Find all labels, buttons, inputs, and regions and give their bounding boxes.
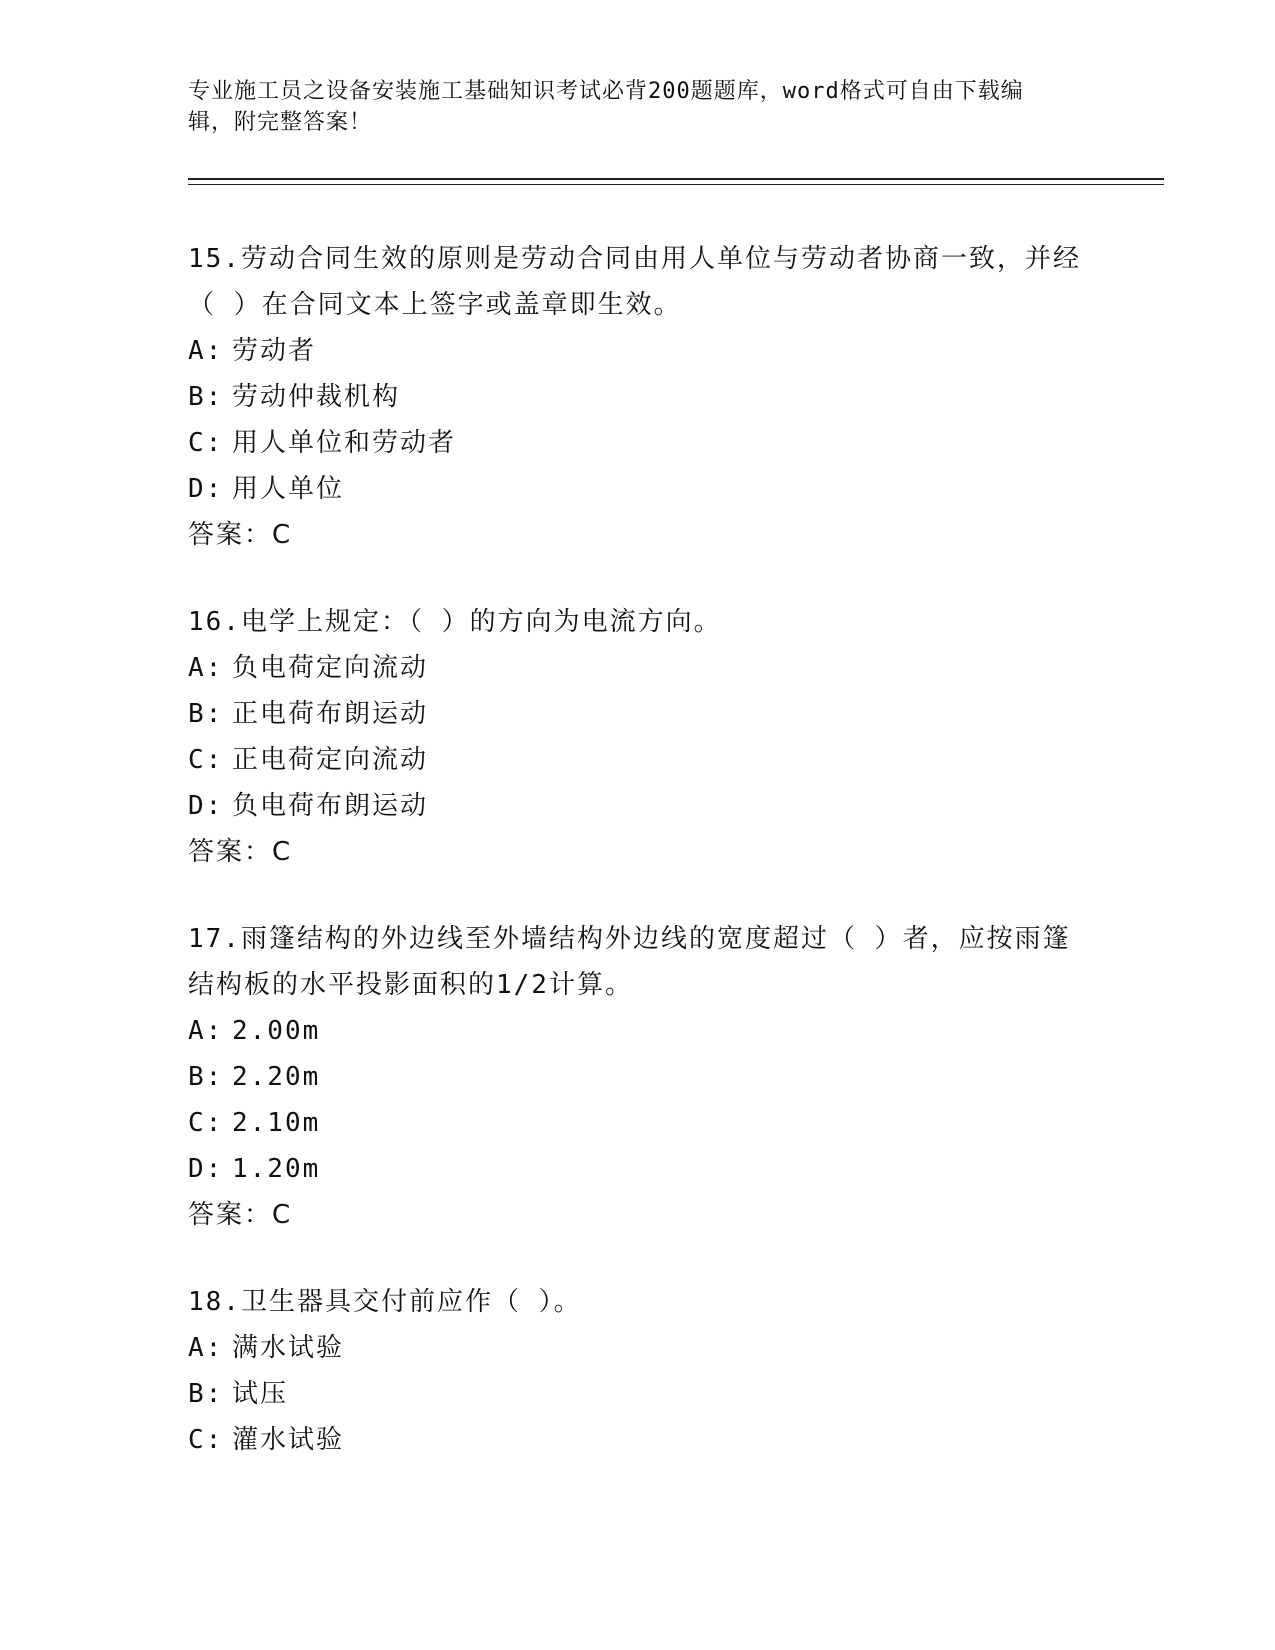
answer-line: 答案：C bbox=[188, 837, 293, 867]
option-text: 负电荷定向流动 bbox=[232, 653, 429, 683]
option-text: 正电荷定向流动 bbox=[232, 745, 429, 775]
option-b bbox=[188, 374, 1088, 420]
option-b bbox=[188, 1054, 1088, 1100]
option-text: 正电荷布朗运动 bbox=[232, 699, 429, 729]
option-text: 灌水试验 bbox=[232, 1425, 345, 1455]
option-key: D: bbox=[188, 791, 224, 821]
option-text: 2.20m bbox=[232, 1062, 321, 1092]
option-text: 用人单位和劳动者 bbox=[232, 428, 457, 458]
option-text: 负电荷布朗运动 bbox=[232, 791, 429, 821]
question-item bbox=[188, 1279, 1088, 1463]
option-a bbox=[188, 1325, 1088, 1371]
option-text: 2.00m bbox=[232, 1016, 321, 1046]
option-b bbox=[188, 691, 1088, 737]
answer-line: 答案：C bbox=[188, 1200, 293, 1230]
question-item bbox=[188, 236, 1088, 558]
header-divider-thick bbox=[188, 178, 1164, 180]
question-text: 16.电学上规定：（ ）的方向为电流方向。 bbox=[188, 607, 722, 637]
question-text: 17.雨篷结构的外边线至外墙结构外边线的宽度超过（ ）者，应按雨篷结构板的水平投影面积的1/2计算。 bbox=[188, 924, 1071, 1000]
option-text: 满水试验 bbox=[232, 1333, 345, 1363]
option-d bbox=[188, 1146, 1088, 1192]
option-key: A: bbox=[188, 653, 224, 683]
option-key: B: bbox=[188, 1379, 224, 1409]
header-divider-thin bbox=[188, 184, 1164, 185]
question-item bbox=[188, 916, 1088, 1238]
option-key: C: bbox=[188, 1425, 224, 1455]
option-text: 用人单位 bbox=[232, 474, 345, 504]
option-key: A: bbox=[188, 1333, 224, 1363]
answer-line: 答案：C bbox=[188, 520, 293, 550]
option-text: 试压 bbox=[232, 1379, 289, 1409]
document-header: 专业施工员之设备安装施工基础知识考试必背200题题库，word格式可自由下载编辑，附完整答案！ bbox=[188, 79, 1024, 135]
option-a bbox=[188, 645, 1088, 691]
option-c bbox=[188, 1100, 1088, 1146]
option-key: C: bbox=[188, 1108, 224, 1138]
option-c bbox=[188, 420, 1088, 466]
option-b bbox=[188, 1371, 1088, 1417]
option-key: C: bbox=[188, 428, 224, 458]
option-text: 1.20m bbox=[232, 1154, 321, 1184]
option-text: 劳动仲裁机构 bbox=[232, 382, 401, 412]
option-d bbox=[188, 466, 1088, 512]
option-key: A: bbox=[188, 1016, 224, 1046]
option-key: C: bbox=[188, 745, 224, 775]
option-key: B: bbox=[188, 699, 224, 729]
option-c bbox=[188, 737, 1088, 783]
option-key: A: bbox=[188, 336, 224, 366]
option-a bbox=[188, 1008, 1088, 1054]
option-text: 劳动者 bbox=[232, 336, 317, 366]
question-item bbox=[188, 599, 1088, 875]
question-text: 15.劳动合同生效的原则是劳动合同由用人单位与劳动者协商一致，并经（ ）在合同文本上签字或盖章即生效。 bbox=[188, 244, 1081, 320]
option-key: B: bbox=[188, 382, 224, 412]
question-list bbox=[188, 236, 1088, 1504]
option-d bbox=[188, 783, 1088, 829]
option-c bbox=[188, 1417, 1088, 1463]
option-key: D: bbox=[188, 474, 224, 504]
option-key: D: bbox=[188, 1154, 224, 1184]
question-text: 18.卫生器具交付前应作（ ）。 bbox=[188, 1287, 582, 1317]
option-text: 2.10m bbox=[232, 1108, 321, 1138]
option-a bbox=[188, 328, 1088, 374]
option-key: B: bbox=[188, 1062, 224, 1092]
